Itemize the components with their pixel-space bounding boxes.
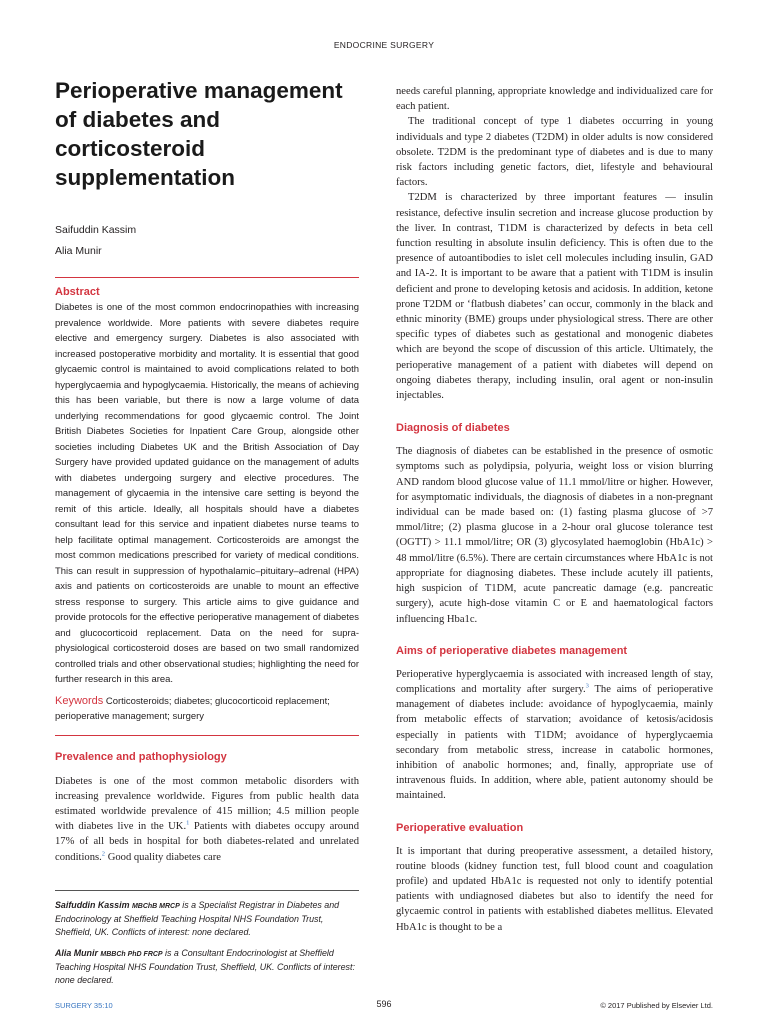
journal-citation: SURGERY 35:10 bbox=[55, 1001, 113, 1010]
section-heading: Perioperative evaluation bbox=[396, 821, 524, 834]
abstract-end-divider bbox=[55, 735, 359, 736]
keywords-heading: Keywords bbox=[55, 694, 104, 707]
author-bios bbox=[55, 899, 359, 987]
text-run: Good quality diabetes care bbox=[105, 851, 221, 863]
author-name: Alia Munir bbox=[55, 245, 102, 257]
reference-link[interactable]: 3 bbox=[585, 682, 589, 690]
prevalence-section bbox=[55, 750, 359, 865]
paragraph bbox=[396, 667, 713, 804]
abstract-divider bbox=[55, 277, 359, 278]
paragraph: It is important that during preoperative assessment, a detailed history, routine bloods (kidney function test, full blood count and coagulation profile) and updated HbA1c is requested not only to identify potential patients with undiagnosed diabetes but also to identify the need for glycaemic control in patients with established diabetes mellitus. Elevated HbA1c is thought to be a bbox=[396, 845, 713, 933]
paragraph bbox=[55, 774, 359, 865]
author-name: Saifuddin Kassim bbox=[55, 224, 137, 236]
bio-credentials: MBChB MRCP bbox=[131, 902, 180, 910]
section-heading: Prevalence and pathophysiology bbox=[55, 750, 227, 763]
reference-link[interactable]: 1 bbox=[186, 819, 190, 827]
bio-name: Saifuddin Kassim bbox=[55, 899, 130, 910]
section-heading: Aims of perioperative diabetes management bbox=[396, 644, 628, 657]
bio-text: is a Specialist Registrar in Diabetes and Endocrinology at Sheffield Teaching Hospital NHS Foundation Trust, Sheffield, UK. Conflicts of interest: none declared. bbox=[55, 899, 340, 937]
copyright-notice: © 2017 Published by Elsevier Ltd. bbox=[600, 1001, 713, 1010]
abstract-heading: Abstract bbox=[55, 286, 100, 298]
abstract-text: Diabetes is one of the most common endocrinopathies with increasing prevalence worldwide. More patients with severe diabetes require elective and emergency surgery. Diabetes is also associated with increased postoperative morbidity and mortality. It is essential that good glycaemic control is maintained to avoid complications related to both hyperglycaemia and hypoglycaemia. Historically, the means of achieving this has been variable, but there is now a large volume of data underlying recommendations for good glycaemic control. The Joint British Diabetes Societies for Inpatient Care Group, alongside other societies including Diabetes UK and the British Association of Day Surgery have provided updated guidance on the management of adults with diabetes undergoing surgery and elective procedures. The management of glycaemia in the intensive care setting is beyond the remit of this article. Ideally, all hospitals should have a diabetes consultant lead for this service and inpatient diabetes nurse teams to help facilitate optimal management. Corticosteroids are amongst the most common medications prescribed for variety of medical conditions. This can result in suppression of hypothalamic–pituitary–adrenal (HPA) axis and patients on corticosteroids are unable to mount an effective stress response to surgery. This article aims to give guidance and provide protocols for the effective perioperative management of diabetes and glucocorticoid replacement. Data on the need for supra-physiological corticosteroid doses are based on two small randomized controlled trials and other observational studies; highlighting the need for further research in this area. bbox=[55, 302, 359, 685]
text-run: The aims of perioperative management of diabetes include: avoidance of hypoglycaemia, mainly from metabolic effects of starvation; avoidance of ketosis/acidosis especially in patients with T1DM; avoidance of hyperglycaemia secondary from metabolic stress, increase in catabolic hormones, inhibition of anabolic hormones; and, finally, appropriate use of intravenous fluids. In addition, where able, patient autonomy should be maintained. bbox=[396, 683, 713, 802]
author-bio bbox=[55, 899, 359, 939]
abstract-section bbox=[55, 285, 359, 725]
text-run: Diabetes is one of the most common metabolic disorders with increasing prevalence worldwide. Figures from public health data estimated worldwide prevalence of 415 million; 4.5 million people with diabetes live in the UK. bbox=[55, 775, 359, 833]
page-number: 596 bbox=[376, 999, 392, 1009]
paragraph: T2DM is characterized by three important features — insulin resistance, defective insulin secretion and increase glucose production by the liver. In contrast, T1DM is characterized by defects in beta cell function resulting in absolute insulin deficiency. This is often due to the presence of autoantibodies to islet cell molecules including insulin, GAD and IA-2. It is important to be aware that a patient with T1DM is insulin deficient and prone to developing ketosis and acidosis. In addition, ketone prone T2DM or ‘flatbush diabetes’ can occur, commonly in the black and ethnic minority (BME) groups under physiological stress. There are other specific types of diabetes such as gestational and monogenic diabetes which are beyond the scope of discussion of this article. Ultimately, the perioperative management of a patient with diabetes will depend on ongoing diabetes therapy, including insulin, oral agent or non-insulin injectables. bbox=[396, 192, 713, 402]
text-run: Patients with diabetes occupy around 17% of all beds in hospital for both diabetes-related and unrelated conditions. bbox=[55, 821, 359, 863]
author-list bbox=[55, 220, 359, 262]
right-column bbox=[396, 84, 713, 935]
running-header: ENDOCRINE SURGERY bbox=[333, 40, 435, 50]
paragraph: needs careful planning, appropriate knowledge and individualized care for each patient. bbox=[396, 86, 713, 113]
text-run: Perioperative hyperglycaemia is associated with increased length of stay, complications and mortality after surgery. bbox=[396, 668, 713, 695]
paragraph: The diagnosis of diabetes can be established in the presence of osmotic symptoms such as polydipsia, polyuria, weight loss or vision blurring AND random blood glucose value of 11.1 mmol/litre or higher. However, for asymptomatic individuals, the diagnosis of diabetes in a non-pregnant individual can be made based on: (1) fasting plasma glucose of >7 mmol/litre; (2) plasma glucose in a 2-hour oral glucose tolerance test (OGTT) > 11.1 mmol/litre; OR (3) glycosylated haemoglobin (HbA1c) > 48 mmol/litre (6.5%). There are certain circumstances where HbA1c is not appropriate for diagnosing diabetes. These include acutely ill patients, high suspicion of T1DM, acute pancreatic damage (e.g. pancreatic surgery), acute high-dose vitamin C or E and haematological factors influencing Hba1c. bbox=[396, 446, 713, 625]
reference-link[interactable]: 2 bbox=[101, 849, 106, 857]
bio-text: is a Consultant Endocrinologist at Sheffield Teaching Hospital NHS Foundation Trust, Sheffield, UK. Conflicts of interest: none declared. bbox=[55, 947, 355, 985]
paragraph: The traditional concept of type 1 diabetes occurring in young individuals and type 2 diabetes (T2DM) in older adults is now considered obsolete. T2DM is the predominant type of diabetes and is due to many risk factors including genetic factors, diet, lifestyle and behavioural factors. bbox=[396, 116, 713, 189]
keywords-line bbox=[55, 694, 359, 725]
keywords-text: Corticosteroids; diabetes; glucocorticoid replacement; perioperative management; surgery bbox=[55, 695, 330, 722]
left-column bbox=[55, 76, 359, 987]
author-bio bbox=[55, 947, 359, 987]
article-title: Perioperative management of diabetes and corticosteroid supplementation bbox=[55, 78, 343, 190]
bio-credentials: MBBCh PhD FRCP bbox=[100, 950, 163, 958]
section-heading: Diagnosis of diabetes bbox=[396, 422, 510, 435]
bio-divider bbox=[55, 890, 359, 891]
bio-name: Alia Munir bbox=[55, 947, 98, 958]
